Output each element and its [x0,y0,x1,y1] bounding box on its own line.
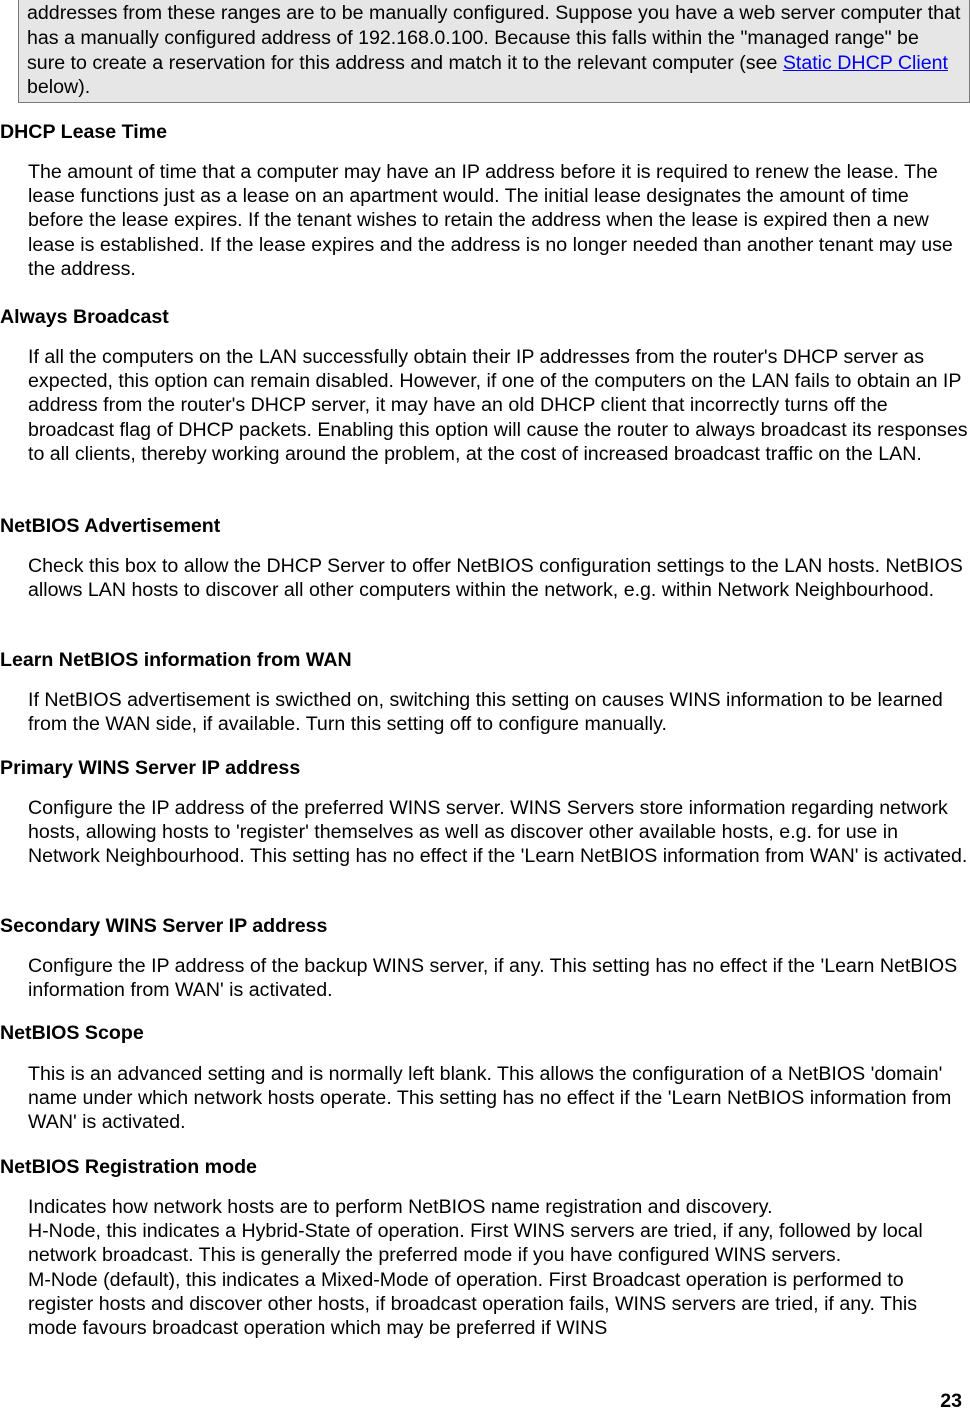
term-always-broadcast: Always Broadcast [0,306,169,328]
paragraph: The amount of time that a computer may have an IP address before it is required to renew the lease. The lease functions just as a lease on an apartment would. The initial lease designates the amount of time before the lease expires. If the tenant wishes to retain the address when the lease is expired then a new lease is established. If the lease expires and the address is no longer needed than another tenant may use the address. [28,161,953,280]
term-netbios-scope: NetBIOS Scope [0,1022,144,1044]
term-netbios-registration-mode: NetBIOS Registration mode [0,1156,257,1178]
desc-netbios-registration-mode [28,1195,968,1340]
note-text-after: below). [27,76,91,99]
paragraph: If all the computers on the LAN successfully obtain their IP addresses from the router's DHCP server as expected, this option can remain disabled. However, if one of the computers on the LAN fails to obtain an IP address from the router's DHCP server, it may have an old DHCP client that incorrectly turns off the broadcast flag of DHCP packets. Enabling this option will cause the router to always broadcast its responses to all clients, thereby working around the problem, at the cost of increased broadcast traffic on the LAN. [28,346,968,465]
paragraph: H-Node, this indicates a Hybrid-State of operation. First WINS servers are tried, if any, followed by local network broadcast. This is generally the preferred mode if you have configured WINS servers. [28,1220,923,1267]
desc-primary-wins [28,796,968,869]
page-number: 23 [940,1390,962,1412]
term-learn-netbios-from-wan: Learn NetBIOS information from WAN [0,649,352,671]
term-secondary-wins: Secondary WINS Server IP address [0,915,328,937]
desc-dhcp-lease-time [28,160,968,281]
note-box [18,0,970,103]
paragraph: M-Node (default), this indicates a Mixed-Mode of operation. First Broadcast operation is performed to register hosts and discover other hosts, if broadcast operation fails, WINS servers are tried, if any. This mode favours broadcast operation which may be preferred if WINS [28,1268,917,1340]
desc-netbios-advertisement [28,554,968,602]
paragraph: This is an advanced setting and is normally left blank. This allows the configuration of a NetBIOS 'domain' name under which network hosts operate. This setting has no effect if the 'Learn NetBIOS information from WAN' is activated. [28,1063,952,1134]
term-netbios-advertisement: NetBIOS Advertisement [0,515,221,537]
paragraph: Indicates how network hosts are to perform NetBIOS name registration and discovery. [28,1196,773,1218]
desc-secondary-wins [28,954,968,1002]
paragraph: Configure the IP address of the backup WINS server, if any. This setting has no effect if the 'Learn NetBIOS information from WAN' is activated. [28,955,958,1002]
paragraph: Check this box to allow the DHCP Server to offer NetBIOS configuration settings to the LAN hosts. NetBIOS allows LAN hosts to discover all other computers within the network, e.g. within Network Neighbourhood. [28,555,963,602]
static-dhcp-client-link[interactable]: Static DHCP Client [782,51,948,74]
desc-learn-netbios-from-wan [28,688,968,736]
paragraph: If NetBIOS advertisement is swicthed on, switching this setting on causes WINS information to be learned from the WAN side, if available. Turn this setting off to configure manually. [28,689,943,736]
term-dhcp-lease-time: DHCP Lease Time [0,121,167,143]
desc-always-broadcast [28,345,968,466]
desc-netbios-scope [28,1062,968,1135]
note-text-before: addresses from these ranges are to be manually configured. Suppose you have a web server computer that has a manually configured address of 192.168.0.100. Because this falls within the "managed range" be sure to create a reservation for this address and match it to the relevant computer (see [27,2,961,74]
term-primary-wins: Primary WINS Server IP address [0,757,301,779]
paragraph: Configure the IP address of the preferred WINS server. WINS Servers store information regarding network hosts, allowing hosts to 'register' themselves as well as discover other available hosts, e.g. for use in Network Neighbourhood. This setting has no effect if the 'Learn NetBIOS information from WAN' is activated. [28,797,968,868]
